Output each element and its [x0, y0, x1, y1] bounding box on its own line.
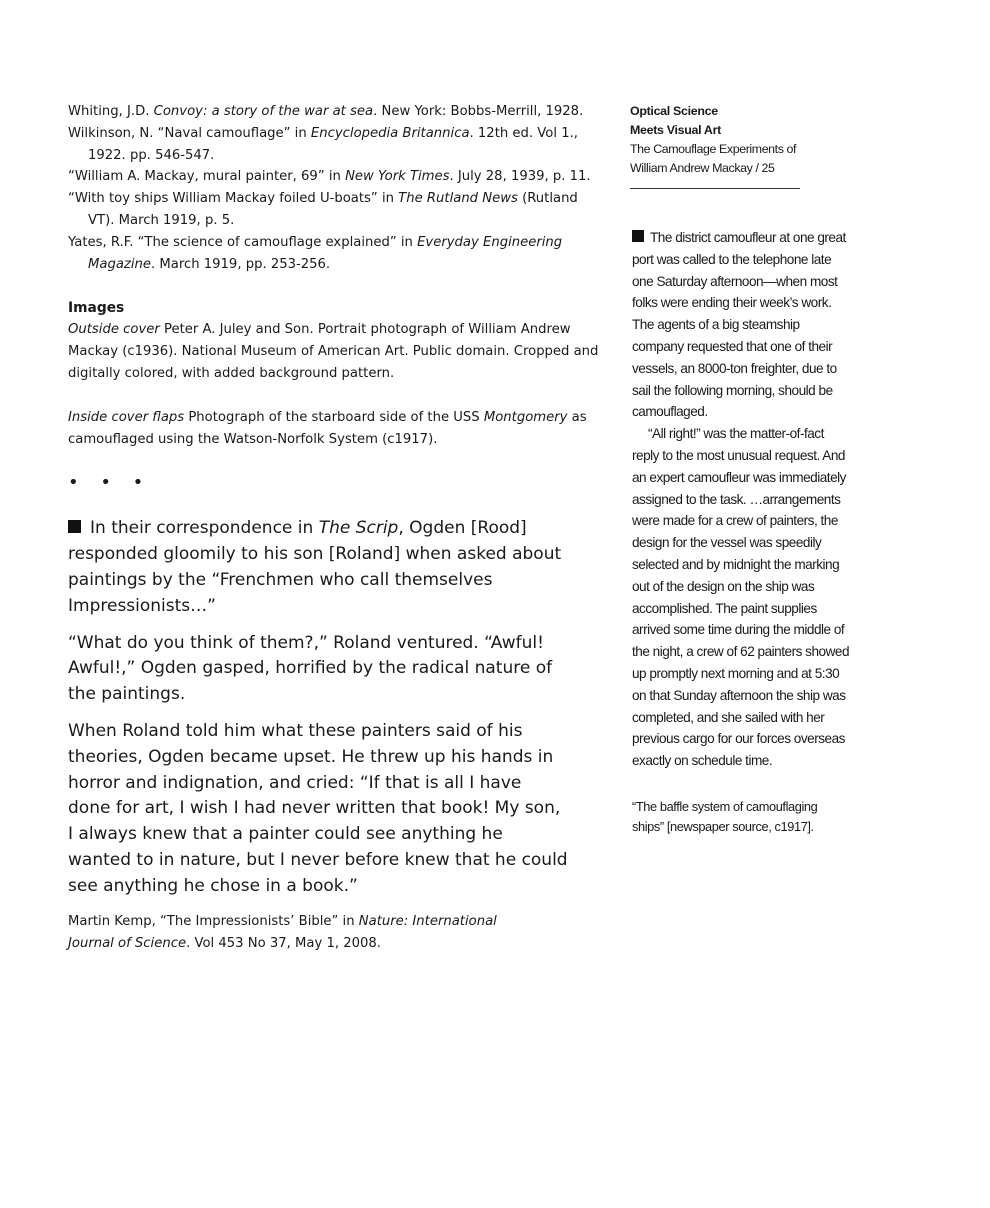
quote-paragraph: When Roland told him what these painters said of his theories, Ogden became upset. He threw up his hands in horror and indignation, and cried: “If that is all I have done for art, I wish I had never written that book! My son, I always knew that a painter could see anything he wanted to in nature, but I never before knew that he could see anything he chose in a book.”	[68, 720, 568, 896]
image-credit-inside-flaps: Inside cover flaps Photograph of the starboard side of the USS Montgomery as camouflaged using the Watson-Norfolk System (c1917).	[68, 409, 587, 447]
header-page-info: William Andrew Mackay / 25	[630, 161, 775, 175]
reference-item: “With toy ships William Mackay foiled U-boats” in The Rutland News (Rutland VT). March 1919, p. 5.	[68, 191, 578, 228]
quote-source: Martin Kemp, “The Impressionists’ Bible” in Nature: International Journal of Science. Vol 453 No 37, May 1, 2008.	[68, 913, 497, 951]
reference-item: Yates, R.F. “The science of camouflage explained” in Everyday Engineering Magazine. March 1919, pp. 253-256.	[68, 234, 563, 272]
quote-paragraph: In their correspondence in The Scrip, Ogden [Rood] responded gloomily to his son [Roland] when asked about paintings by the “Frenchmen who call themselves Impressionists…”	[68, 518, 562, 616]
figure-caption: “The baffle system of camouflaging ships” [newspaper source, c1917].	[632, 798, 818, 834]
header-title: Optical Science	[630, 104, 718, 118]
reference-list	[68, 101, 608, 275]
story-paragraph: “All right!” was the matter-of-fact reply to the most unusual request. And an expert camoufleur was immediately assigned to the task. …arrangements were made for a crew of painters, the design for the vessel was speedily selected and by midnight the marking out of the design on the ship was accomplished. The paint supplies arrived some time during the middle of the night, a crew of 62 painters showed up promptly next morning and at 5:30 on that Sunday afternoon the ship was completed, and she sailed with her previous cargo for our forces overseas exactly on schedule time.	[632, 426, 850, 769]
bullet-square-icon	[68, 520, 81, 533]
section-divider-dots: • • •	[68, 472, 152, 494]
right-column	[630, 102, 860, 837]
header-subtitle: The Camouflage Experiments of	[630, 142, 797, 156]
header-rule	[630, 188, 800, 189]
images-heading: Images	[68, 300, 125, 317]
reference-item: Wilkinson, N. “Naval camouflage” in Encyclopedia Britannica. 12th ed. Vol 1., 1922. pp. 546-547.	[68, 125, 578, 163]
header-title: Meets Visual Art	[630, 123, 721, 137]
reference-item: Whiting, J.D. Convoy: a story of the war at sea. New York: Bobbs-Merrill, 1928.	[68, 104, 584, 119]
rood-quote	[68, 516, 568, 899]
image-credit-outside-cover: Outside cover Peter A. Juley and Son. Portrait photograph of William Andrew Mackay (c1936). National Museum of American Art. Public domain. Cropped and digitally colored, with added background pattern.	[68, 322, 599, 381]
quote-paragraph: “What do you think of them?,” Roland ventured. “Awful! Awful!,” Ogden gasped, horrified by the radical nature of the paintings.	[68, 632, 553, 705]
left-column	[68, 101, 608, 955]
reference-item: “William A. Mackay, mural painter, 69” in New York Times. July 28, 1939, p. 11.	[68, 169, 591, 185]
running-header	[630, 102, 860, 178]
camoufleur-story	[630, 227, 854, 772]
bullet-square-icon	[632, 230, 644, 242]
story-paragraph: The district camoufleur at one great port was called to the telephone late one Saturday afternoon—when most folks were ending their week’s work. The agents of a big steamship company requested that one of their vessels, an 8000-ton freighter, due to sail the following morning, should be camouflaged.	[632, 230, 846, 420]
